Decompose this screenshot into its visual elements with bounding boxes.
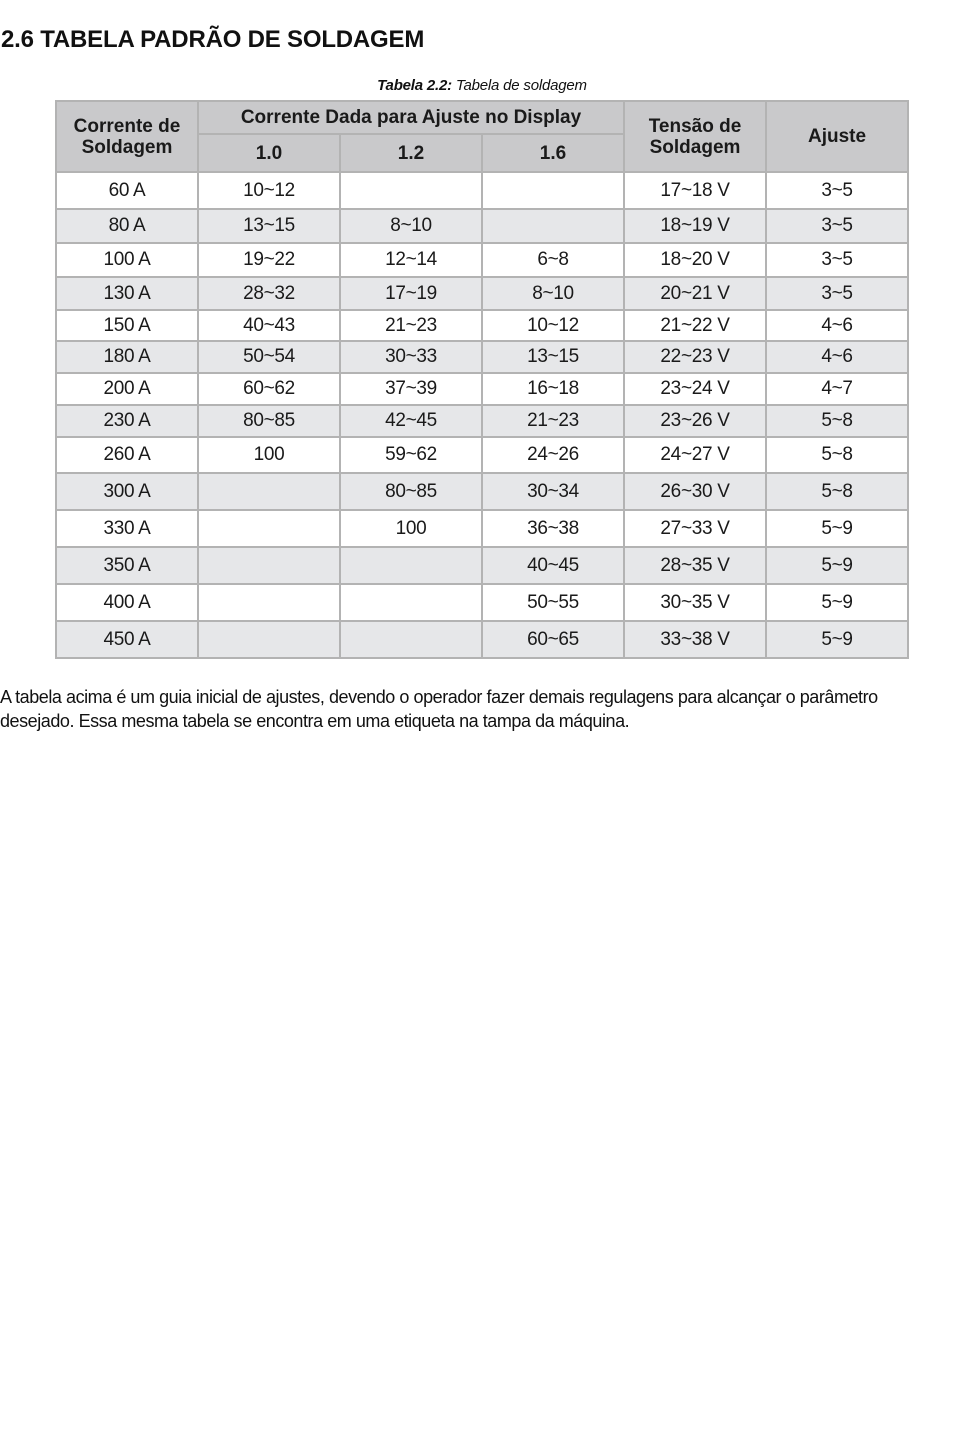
cell-corrente: 130 A [56, 277, 198, 310]
cell-diametro-1-0: 80~85 [198, 405, 340, 437]
table-row [56, 243, 908, 277]
header-diameter-1-6: 1.6 [482, 134, 624, 172]
cell-corrente: 450 A [56, 621, 198, 658]
cell-corrente: 60 A [56, 172, 198, 209]
header-diameter-1-2: 1.2 [340, 134, 482, 172]
table-row [56, 510, 908, 547]
cell-diametro-1-2: 17~19 [340, 277, 482, 310]
cell-diametro-1-0: 10~12 [198, 172, 340, 209]
header-corrente-soldagem: Corrente de Soldagem [56, 101, 198, 172]
cell-diametro-1-2: 37~39 [340, 373, 482, 405]
cell-diametro-1-6: 30~34 [482, 473, 624, 510]
cell-diametro-1-0 [198, 473, 340, 510]
cell-tensao: 28~35 V [624, 547, 766, 584]
table-caption-label: Tabela 2.2: [377, 77, 452, 94]
cell-ajuste: 5~9 [766, 510, 908, 547]
cell-ajuste: 4~6 [766, 310, 908, 341]
cell-ajuste: 5~9 [766, 547, 908, 584]
cell-diametro-1-2 [340, 621, 482, 658]
cell-tensao: 30~35 V [624, 584, 766, 621]
cell-corrente: 330 A [56, 510, 198, 547]
cell-corrente: 180 A [56, 341, 198, 373]
cell-diametro-1-0 [198, 584, 340, 621]
cell-diametro-1-6: 36~38 [482, 510, 624, 547]
table-row [56, 209, 908, 243]
cell-diametro-1-6: 13~15 [482, 341, 624, 373]
header-ajuste: Ajuste [766, 101, 908, 172]
cell-diametro-1-2 [340, 172, 482, 209]
cell-tensao: 22~23 V [624, 341, 766, 373]
table-note [0, 685, 964, 733]
table-caption-text: Tabela de soldagem [451, 77, 587, 94]
table-row [56, 310, 908, 341]
cell-tensao: 26~30 V [624, 473, 766, 510]
cell-diametro-1-0: 19~22 [198, 243, 340, 277]
table-row [56, 547, 908, 584]
cell-diametro-1-6: 24~26 [482, 437, 624, 473]
cell-corrente: 400 A [56, 584, 198, 621]
table-note-line-2: desejado. Essa mesma tabela se encontra em uma etiqueta na tampa da máquina. [0, 711, 630, 731]
table-row [56, 405, 908, 437]
cell-tensao: 33~38 V [624, 621, 766, 658]
cell-diametro-1-2 [340, 547, 482, 584]
cell-diametro-1-6 [482, 172, 624, 209]
cell-tensao: 20~21 V [624, 277, 766, 310]
cell-ajuste: 3~5 [766, 172, 908, 209]
cell-diametro-1-0 [198, 621, 340, 658]
cell-diametro-1-6: 10~12 [482, 310, 624, 341]
cell-tensao: 24~27 V [624, 437, 766, 473]
cell-diametro-1-6: 8~10 [482, 277, 624, 310]
cell-diametro-1-2: 59~62 [340, 437, 482, 473]
cell-tensao: 27~33 V [624, 510, 766, 547]
table-row [56, 277, 908, 310]
cell-diametro-1-0 [198, 510, 340, 547]
cell-ajuste: 5~9 [766, 621, 908, 658]
welding-table-body [56, 172, 908, 658]
table-row [56, 584, 908, 621]
welding-table [55, 100, 909, 659]
welding-table-header [56, 101, 908, 172]
cell-corrente: 150 A [56, 310, 198, 341]
cell-diametro-1-6: 50~55 [482, 584, 624, 621]
cell-tensao: 23~24 V [624, 373, 766, 405]
cell-ajuste: 5~9 [766, 584, 908, 621]
cell-corrente: 100 A [56, 243, 198, 277]
table-row [56, 172, 908, 209]
cell-diametro-1-0: 100 [198, 437, 340, 473]
cell-diametro-1-6: 60~65 [482, 621, 624, 658]
cell-diametro-1-2: 8~10 [340, 209, 482, 243]
cell-diametro-1-0 [198, 547, 340, 584]
cell-diametro-1-6: 40~45 [482, 547, 624, 584]
cell-corrente: 200 A [56, 373, 198, 405]
cell-ajuste: 5~8 [766, 473, 908, 510]
cell-tensao: 21~22 V [624, 310, 766, 341]
table-row [56, 621, 908, 658]
cell-diametro-1-0: 50~54 [198, 341, 340, 373]
cell-corrente: 300 A [56, 473, 198, 510]
cell-corrente: 230 A [56, 405, 198, 437]
cell-ajuste: 4~6 [766, 341, 908, 373]
cell-diametro-1-0: 40~43 [198, 310, 340, 341]
cell-diametro-1-2: 21~23 [340, 310, 482, 341]
table-row [56, 473, 908, 510]
cell-ajuste: 5~8 [766, 437, 908, 473]
cell-corrente: 260 A [56, 437, 198, 473]
cell-corrente: 350 A [56, 547, 198, 584]
cell-ajuste: 5~8 [766, 405, 908, 437]
cell-diametro-1-6: 21~23 [482, 405, 624, 437]
cell-diametro-1-6: 6~8 [482, 243, 624, 277]
section-title: 2.6 TABELA PADRÃO DE SOLDAGEM [1, 26, 425, 53]
cell-ajuste: 3~5 [766, 209, 908, 243]
table-note-line-1: A tabela acima é um guia inicial de ajustes, devendo o operador fazer demais regulagens para alcançar o parâmetro [0, 687, 878, 707]
cell-diametro-1-2: 42~45 [340, 405, 482, 437]
header-corrente-display: Corrente Dada para Ajuste no Display [198, 101, 624, 134]
cell-diametro-1-6: 16~18 [482, 373, 624, 405]
cell-diametro-1-2: 100 [340, 510, 482, 547]
cell-diametro-1-2 [340, 584, 482, 621]
cell-ajuste: 4~7 [766, 373, 908, 405]
header-tensao-soldagem: Tensão de Soldagem [624, 101, 766, 172]
cell-tensao: 23~26 V [624, 405, 766, 437]
cell-diametro-1-0: 13~15 [198, 209, 340, 243]
cell-tensao: 18~19 V [624, 209, 766, 243]
cell-tensao: 18~20 V [624, 243, 766, 277]
cell-diametro-1-0: 28~32 [198, 277, 340, 310]
cell-tensao: 17~18 V [624, 172, 766, 209]
cell-ajuste: 3~5 [766, 243, 908, 277]
header-diameter-1-0: 1.0 [198, 134, 340, 172]
table-caption [0, 77, 964, 94]
cell-diametro-1-2: 30~33 [340, 341, 482, 373]
cell-diametro-1-6 [482, 209, 624, 243]
cell-diametro-1-2: 80~85 [340, 473, 482, 510]
table-row [56, 341, 908, 373]
table-row [56, 373, 908, 405]
cell-diametro-1-0: 60~62 [198, 373, 340, 405]
cell-corrente: 80 A [56, 209, 198, 243]
cell-ajuste: 3~5 [766, 277, 908, 310]
table-row [56, 437, 908, 473]
cell-diametro-1-2: 12~14 [340, 243, 482, 277]
